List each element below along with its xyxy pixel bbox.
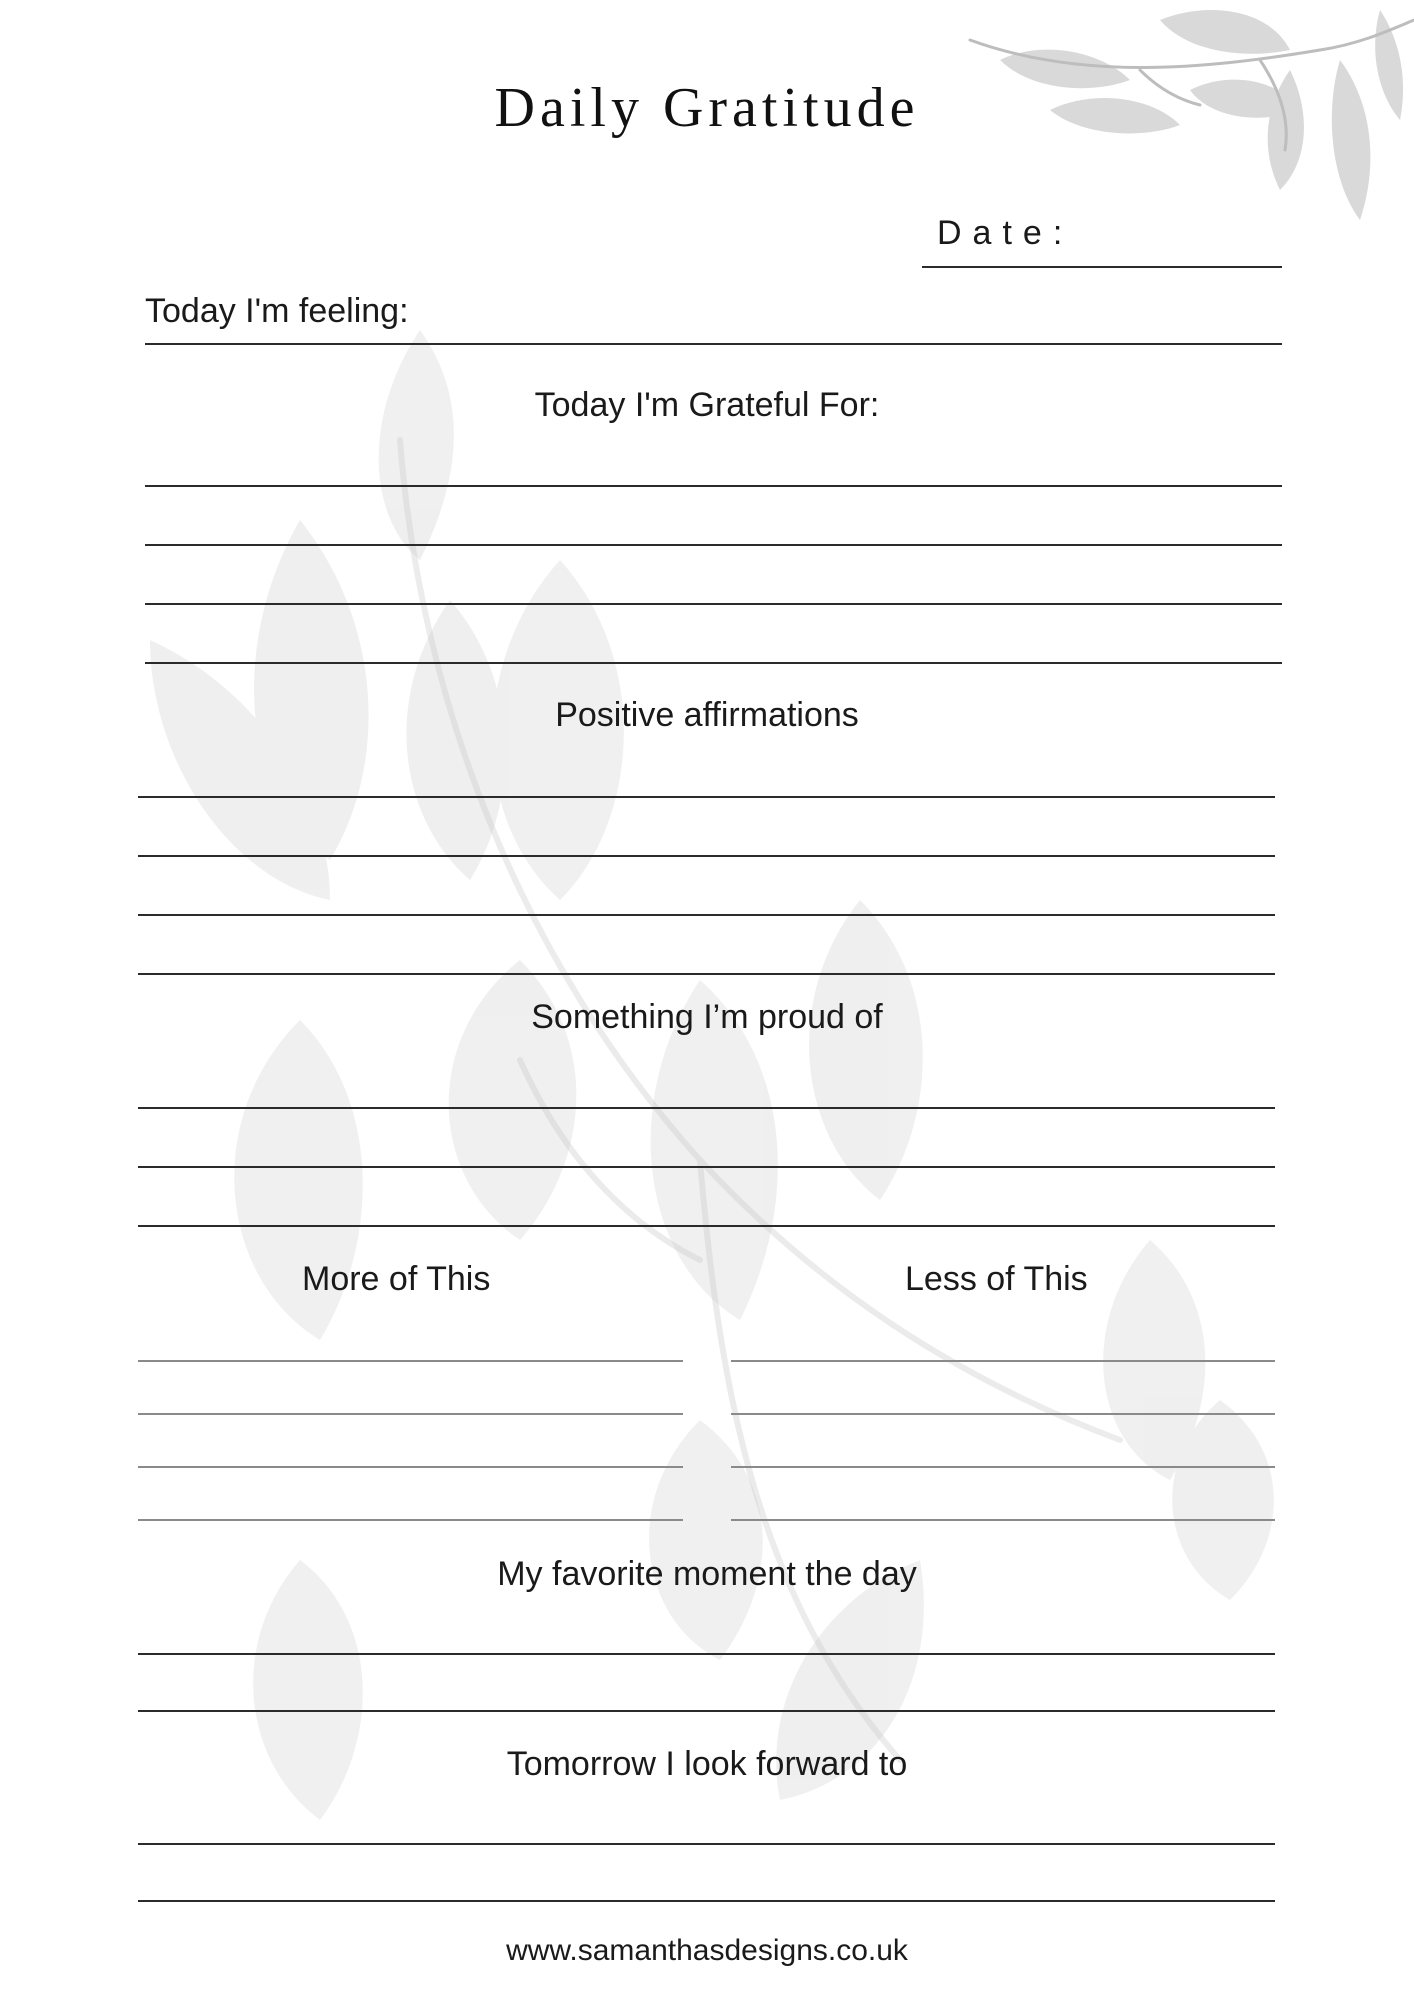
feeling-line[interactable] xyxy=(145,343,1282,345)
tomorrow-line[interactable] xyxy=(138,1900,1275,1902)
less-line[interactable] xyxy=(731,1466,1275,1468)
proud-line[interactable] xyxy=(138,1107,1275,1109)
grateful-line[interactable] xyxy=(145,603,1282,605)
affirmations-line[interactable] xyxy=(138,855,1275,857)
footer-website[interactable]: www.samanthasdesigns.co.uk xyxy=(506,1934,908,1967)
more-line[interactable] xyxy=(138,1466,683,1468)
grateful-line[interactable] xyxy=(145,485,1282,487)
favorite-line[interactable] xyxy=(138,1653,1275,1655)
page-title: Daily Gratitude xyxy=(494,77,920,139)
affirmations-line[interactable] xyxy=(138,914,1275,916)
favorite-heading: My favorite moment the day xyxy=(497,1555,917,1593)
grateful-line[interactable] xyxy=(145,544,1282,546)
proud-line[interactable] xyxy=(138,1225,1275,1227)
less-heading: Less of This xyxy=(905,1260,1088,1298)
date-line[interactable] xyxy=(922,266,1282,268)
less-line[interactable] xyxy=(731,1413,1275,1415)
date-label: Date: xyxy=(937,214,1074,252)
tomorrow-heading: Tomorrow I look forward to xyxy=(506,1745,908,1783)
more-line[interactable] xyxy=(138,1519,683,1521)
affirmations-line[interactable] xyxy=(138,796,1275,798)
grateful-line[interactable] xyxy=(145,662,1282,664)
less-line[interactable] xyxy=(731,1519,1275,1521)
proud-heading: Something I’m proud of xyxy=(531,998,883,1036)
affirmations-heading: Positive affirmations xyxy=(555,696,859,734)
tomorrow-line[interactable] xyxy=(138,1843,1275,1845)
less-line[interactable] xyxy=(731,1360,1275,1362)
more-heading: More of This xyxy=(302,1260,491,1298)
grateful-heading: Today I'm Grateful For: xyxy=(534,386,880,424)
affirmations-line[interactable] xyxy=(138,973,1275,975)
more-line[interactable] xyxy=(138,1360,683,1362)
feeling-label: Today I'm feeling: xyxy=(145,292,409,330)
proud-line[interactable] xyxy=(138,1166,1275,1168)
favorite-line[interactable] xyxy=(138,1710,1275,1712)
more-line[interactable] xyxy=(138,1413,683,1415)
